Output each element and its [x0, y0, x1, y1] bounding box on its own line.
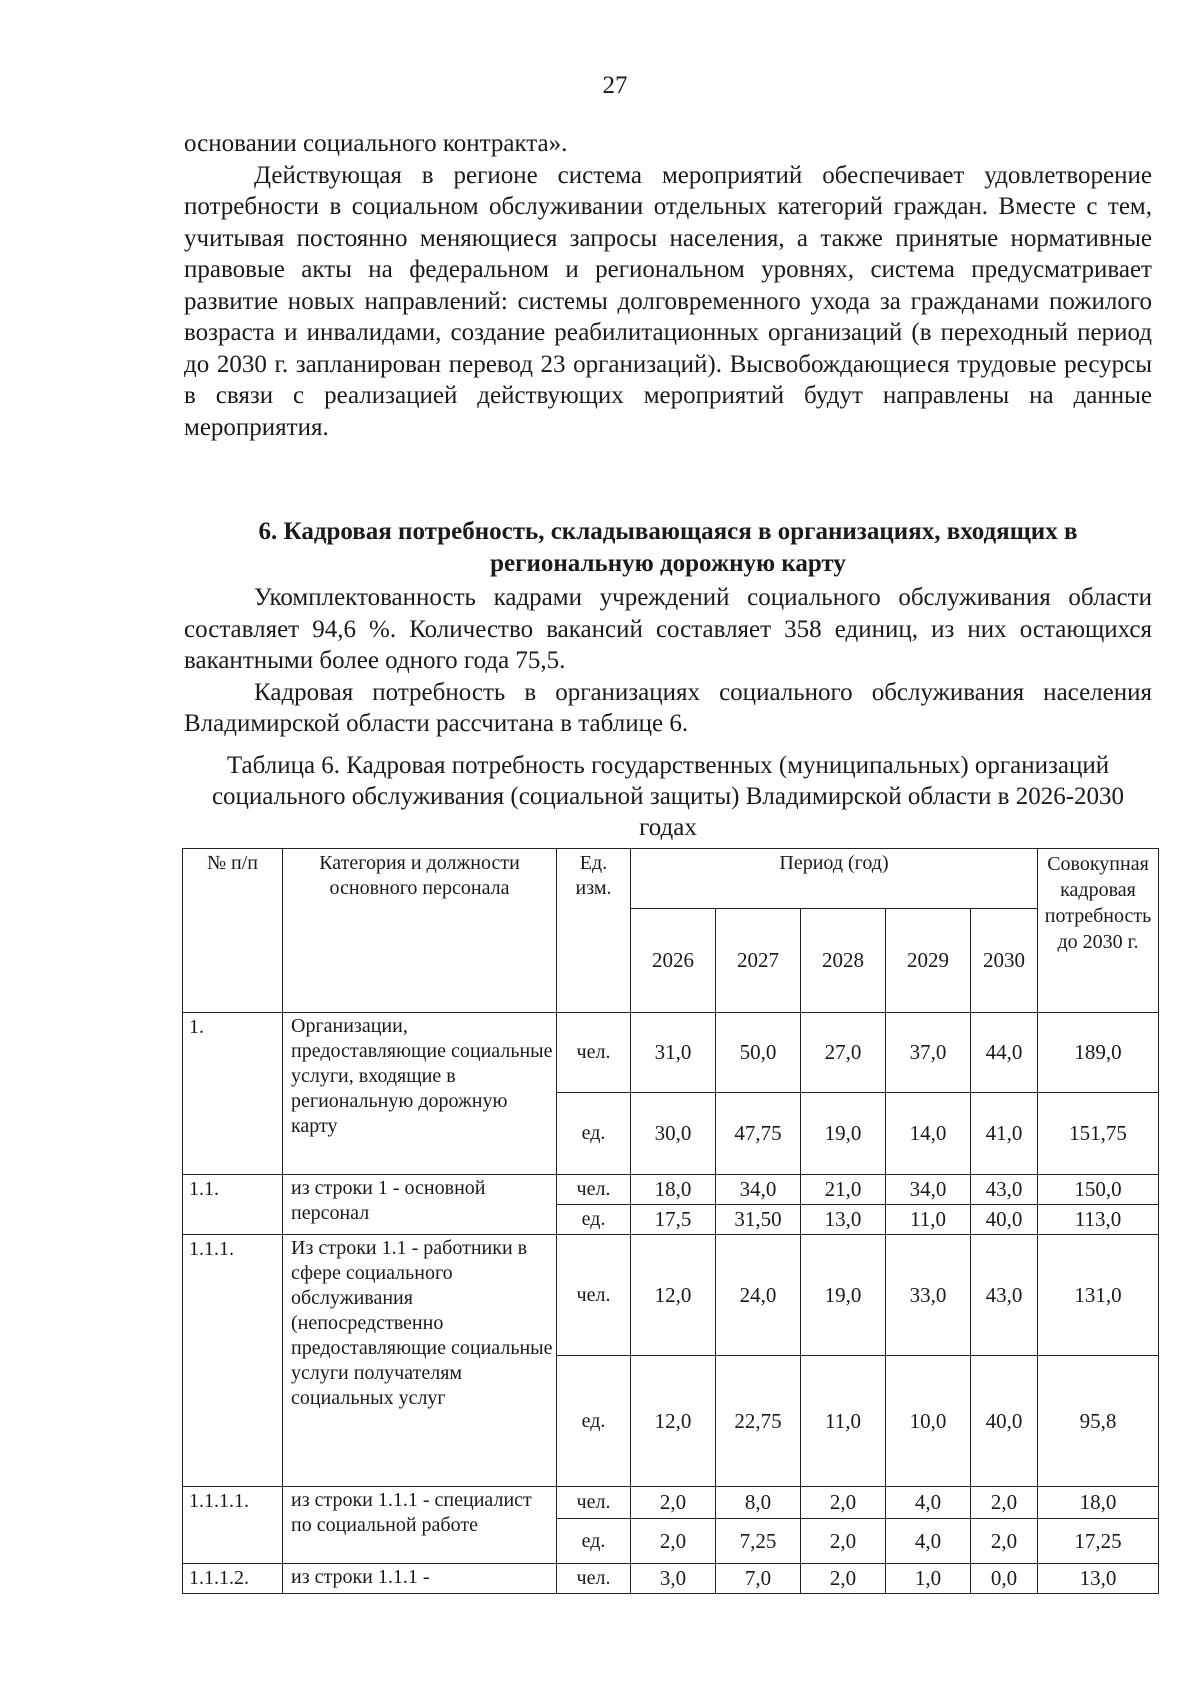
- row-category: Из строки 1.1 - работники в сфере социального обслуживания (непосредственно предоставляющие социальные услуги получателям социальных услуг: [283, 1235, 557, 1487]
- value-2027: 47,75: [716, 1093, 801, 1175]
- value-2030: 41,0: [971, 1093, 1038, 1175]
- row-number: 1.1.: [183, 1175, 283, 1235]
- value-2030: 2,0: [971, 1487, 1038, 1519]
- value-total: 13,0: [1038, 1564, 1159, 1594]
- value-total: 18,0: [1038, 1487, 1159, 1519]
- value-2029: 37,0: [886, 1013, 971, 1093]
- value-2027: 50,0: [716, 1013, 801, 1093]
- value-2029: 4,0: [886, 1487, 971, 1519]
- header-number: № п/п: [183, 849, 283, 1013]
- value-2027: 34,0: [716, 1175, 801, 1205]
- header-period: Период (год): [631, 849, 1038, 909]
- value-2028: 2,0: [801, 1519, 886, 1564]
- header-year-2028: 2028: [801, 909, 886, 1013]
- row-category: Организации, предоставляющие социальные услуги, входящие в региональную дорожную карту: [283, 1013, 557, 1175]
- value-2027: 7,25: [716, 1519, 801, 1564]
- table-row: [183, 1013, 1159, 1093]
- header-category: Категория и должности основного персонала: [283, 849, 557, 1013]
- row-category: из строки 1.1.1 -: [283, 1564, 557, 1594]
- row-unit: чел.: [557, 1564, 631, 1594]
- value-total: 95,8: [1038, 1356, 1159, 1487]
- value-2028: 11,0: [801, 1356, 886, 1487]
- value-2029: 1,0: [886, 1564, 971, 1594]
- value-total: 151,75: [1038, 1093, 1159, 1175]
- header-year-2026: 2026: [631, 909, 716, 1013]
- table-row: [183, 1564, 1159, 1594]
- header-year-2030: 2030: [971, 909, 1038, 1013]
- row-unit: чел.: [557, 1487, 631, 1519]
- value-2028: 21,0: [801, 1175, 886, 1205]
- header-year-2027: 2027: [716, 909, 801, 1013]
- value-2029: 11,0: [886, 1205, 971, 1235]
- row-number: 1.1.1.1.: [183, 1487, 283, 1564]
- row-unit: ед.: [557, 1519, 631, 1564]
- header-year-2029: 2029: [886, 909, 971, 1013]
- value-2030: 40,0: [971, 1356, 1038, 1487]
- section-paragraph-1: Укомплектованность кадрами учреждений социального обслуживания области составляет 94,6 %. Количество вакансий составляет 358 единиц, из них остающихся вакантными более одного года 75,5.: [184, 584, 1152, 674]
- value-2027: 22,75: [716, 1356, 801, 1487]
- value-2029: 34,0: [886, 1175, 971, 1205]
- value-2027: 8,0: [716, 1487, 801, 1519]
- value-2030: 2,0: [971, 1519, 1038, 1564]
- section-paragraph-2: Кадровая потребность в организациях социального обслуживания населения Владимирской области рассчитана в таблице 6.: [184, 678, 1152, 737]
- intro-paragraph-2: Действующая в регионе система мероприятий обеспечивает удовлетворение потребности в социальном обслуживании отдельных категорий граждан. Вместе с тем, учитывая постоянно меняющиеся запросы населения, а также принятые нормативные правовые акты на федеральном и региональном уровнях, система предусматривает развитие новых направлений: системы долговременного ухода за гражданами пожилого возраста и инвалидами, создание реабилитационных организаций (в переходный период до 2030 г. запланирован перевод 23 организаций). Высвобождающиеся трудовые ресурсы в связи с реализацией действующих мероприятий будут направлены на данные мероприятия.: [184, 161, 1152, 441]
- value-2030: 43,0: [971, 1235, 1038, 1356]
- value-2027: 31,50: [716, 1205, 801, 1235]
- value-total: 131,0: [1038, 1235, 1159, 1356]
- row-unit: чел.: [557, 1175, 631, 1205]
- row-number: 1.1.1.: [183, 1235, 283, 1487]
- row-unit: ед.: [557, 1093, 631, 1175]
- table-row: [183, 1175, 1159, 1205]
- row-category: из строки 1.1.1 - специалист по социальной работе: [283, 1487, 557, 1564]
- value-2026: 30,0: [631, 1093, 716, 1175]
- value-2026: 2,0: [631, 1519, 716, 1564]
- value-2030: 43,0: [971, 1175, 1038, 1205]
- value-2029: 14,0: [886, 1093, 971, 1175]
- value-total: 113,0: [1038, 1205, 1159, 1235]
- row-category: из строки 1 - основной персонал: [283, 1175, 557, 1235]
- value-2026: 3,0: [631, 1564, 716, 1594]
- value-2028: 13,0: [801, 1205, 886, 1235]
- value-2028: 19,0: [801, 1235, 886, 1356]
- value-2028: 2,0: [801, 1564, 886, 1594]
- value-2029: 33,0: [886, 1235, 971, 1356]
- value-2026: 31,0: [631, 1013, 716, 1093]
- row-unit: чел.: [557, 1013, 631, 1093]
- value-2030: 44,0: [971, 1013, 1038, 1093]
- value-2026: 12,0: [631, 1356, 716, 1487]
- header-row: [183, 849, 1159, 909]
- table-row: [183, 1487, 1159, 1519]
- row-unit: чел.: [557, 1235, 631, 1356]
- intro-paragraph-1: основании социального контракта».: [184, 130, 568, 157]
- section-text: [184, 582, 1152, 740]
- value-2028: 19,0: [801, 1093, 886, 1175]
- value-total: 17,25: [1038, 1519, 1159, 1564]
- table-caption: Таблица 6. Кадровая потребность государственных (муниципальных) организаций социального обслуживания (социальной защиты) Владимирской области в 2026-2030 годах: [211, 752, 1125, 841]
- value-2026: 12,0: [631, 1235, 716, 1356]
- value-2026: 2,0: [631, 1487, 716, 1519]
- value-2026: 17,5: [631, 1205, 716, 1235]
- page-number: 27: [602, 72, 628, 99]
- row-unit: ед.: [557, 1205, 631, 1235]
- value-2027: 7,0: [716, 1564, 801, 1594]
- value-2030: 40,0: [971, 1205, 1038, 1235]
- value-total: 150,0: [1038, 1175, 1159, 1205]
- row-unit: ед.: [557, 1356, 631, 1487]
- header-total: Совокупная кадровая потребность до 2030 г.: [1038, 849, 1159, 1013]
- value-total: 189,0: [1038, 1013, 1159, 1093]
- value-2027: 24,0: [716, 1235, 801, 1356]
- value-2028: 2,0: [801, 1487, 886, 1519]
- row-number: 1.: [183, 1013, 283, 1175]
- table-row: [183, 1235, 1159, 1356]
- value-2030: 0,0: [971, 1564, 1038, 1594]
- staffing-table: [182, 848, 1159, 1594]
- value-2028: 27,0: [801, 1013, 886, 1093]
- value-2029: 10,0: [886, 1356, 971, 1487]
- header-unit: Ед. изм.: [557, 849, 631, 1013]
- section-heading: 6. Кадровая потребность, складывающаяся в организациях, входящих в региональную дорожную карту: [258, 518, 1078, 577]
- row-number: 1.1.1.2.: [183, 1564, 283, 1594]
- value-2026: 18,0: [631, 1175, 716, 1205]
- value-2029: 4,0: [886, 1519, 971, 1564]
- intro-text: [184, 128, 1152, 443]
